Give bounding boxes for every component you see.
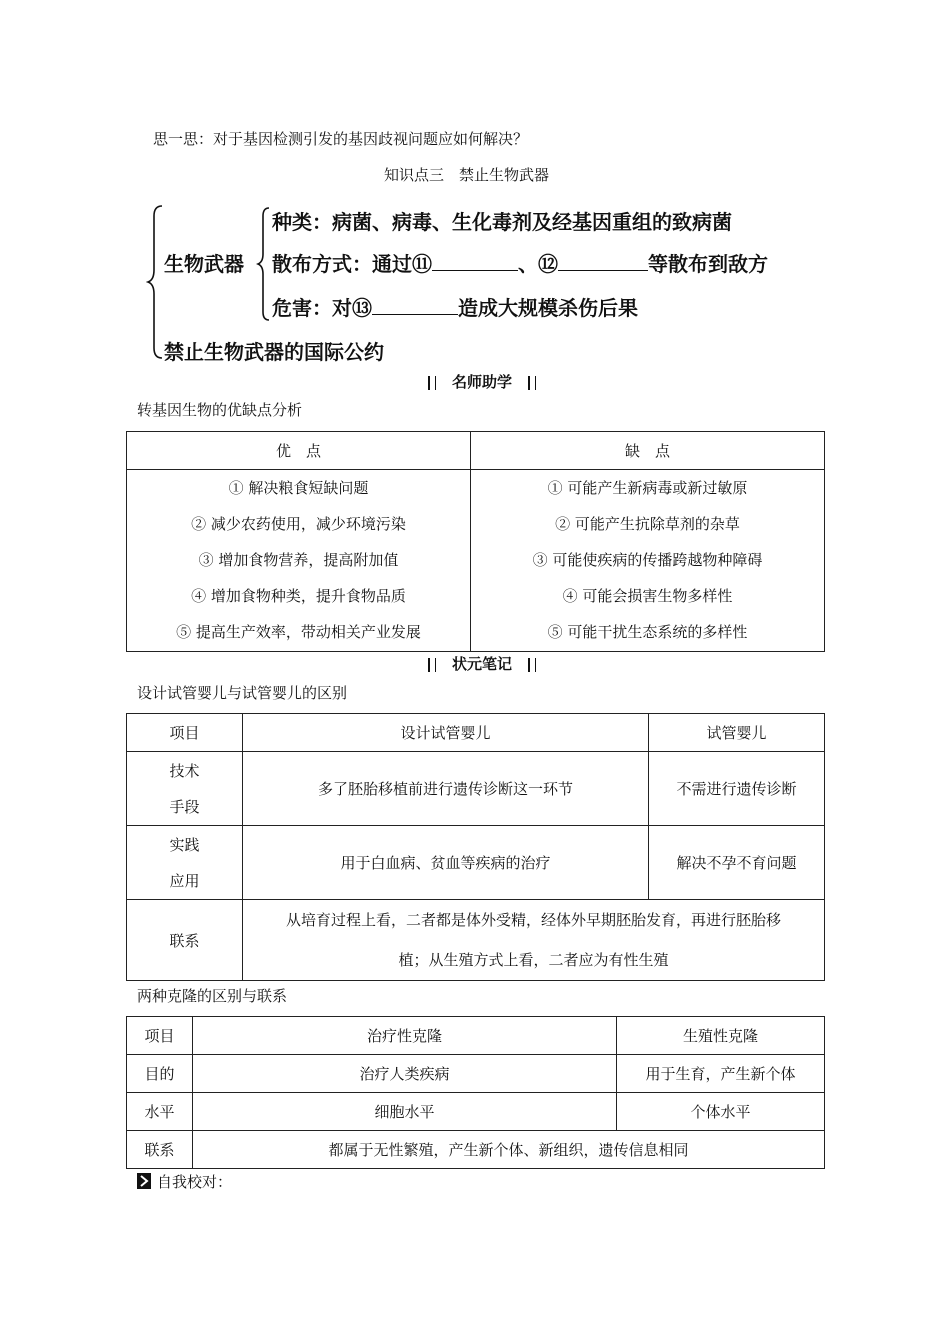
technique-designed: 多了胚胎移植前进行遗传诊断这一环节	[243, 752, 649, 826]
header-ivf-baby: 试管婴儿	[649, 714, 825, 752]
level-therapeutic: 细胞水平	[193, 1093, 617, 1131]
blank-13	[372, 296, 458, 315]
level-reproductive: 个体水平	[617, 1093, 825, 1131]
spread-text-c: 等散布到敌方	[648, 252, 768, 276]
con-item: ④ 可能会损害生物多样性	[562, 587, 733, 605]
row-label-level: 水平	[127, 1093, 193, 1131]
diagram-root: 生物武器	[164, 252, 244, 276]
row-label-application: 实践 应用	[127, 826, 243, 900]
table1-caption: 转基因生物的优缺点分析	[137, 401, 303, 419]
header-therapeutic-cloning: 治疗性克隆	[193, 1017, 617, 1055]
pro-item: ① 解决粮食短缺问题	[228, 479, 369, 497]
table3-caption: 两种克隆的区别与联系	[137, 987, 288, 1005]
harm-text-a: 危害：对⑬	[272, 296, 372, 320]
pro-item: ⑤ 提高生产效率，带动相关产业发展	[176, 623, 421, 641]
header-pros: 优 点	[127, 432, 471, 470]
cons-cell	[471, 470, 825, 652]
pros-cell	[127, 470, 471, 652]
diagram-convention: 禁止生物武器的国际公约	[164, 340, 384, 364]
brace-outer-icon	[146, 204, 166, 360]
pro-item: ④ 增加食物种类，提升食物品质	[191, 587, 406, 605]
banner-bars-right-icon	[528, 658, 536, 672]
arrow-marker-icon	[137, 1173, 151, 1189]
cloning-relation-text: 都属于无性繁殖，产生新个体、新组织，遗传信息相同	[193, 1131, 825, 1169]
diagram-type-line: 种类：病菌、病毒、生化毒剂及经基因重组的致病菌	[272, 210, 732, 234]
think-question: 思一思：对于基因检测引发的基因歧视问题应如何解决？	[153, 130, 529, 148]
purpose-therapeutic: 治疗人类疾病	[193, 1055, 617, 1093]
self-check: 自我校对：	[137, 1171, 232, 1192]
row-label-technique: 技术 手段	[127, 752, 243, 826]
con-item: ① 可能产生新病毒或新过敏原	[547, 479, 748, 497]
banner-teacher-help: 名师助学	[412, 371, 552, 392]
header-cons: 缺 点	[471, 432, 825, 470]
blank-11	[432, 252, 518, 271]
designer-baby-table	[126, 713, 825, 981]
table2-caption: 设计试管婴儿与试管婴儿的区别	[137, 684, 348, 702]
banner-bars-left-icon	[428, 658, 436, 672]
cloning-table	[126, 1016, 825, 1169]
spread-text-a: 散布方式：通过⑪	[272, 252, 432, 276]
blank-12	[558, 252, 648, 271]
application-designed: 用于白血病、贫血等疾病的治疗	[243, 826, 649, 900]
header-item: 项目	[127, 714, 243, 752]
brace-inner-icon	[256, 206, 272, 322]
spread-text-b: 、⑫	[518, 252, 558, 276]
pro-item: ② 减少农药使用，减少环境污染	[191, 515, 406, 533]
application-ivf: 解决不孕不育问题	[649, 826, 825, 900]
row-label-relation: 联系	[127, 900, 243, 981]
header-reproductive-cloning: 生殖性克隆	[617, 1017, 825, 1055]
header-item: 项目	[127, 1017, 193, 1055]
gmo-pros-cons-table	[126, 431, 825, 652]
con-item: ③ 可能使疾病的传播跨越物种障碍	[532, 551, 763, 569]
technique-ivf: 不需进行遗传诊断	[649, 752, 825, 826]
banner-bars-left-icon	[428, 376, 436, 390]
con-item: ② 可能产生抗除草剂的杂草	[555, 515, 740, 533]
relation-text: 从培育过程上看，二者都是体外受精，经体外早期胚胎发育，再进行胚胎移 植；从生殖方式上看，二者应为有性生殖	[243, 900, 825, 981]
diagram-harm-line	[272, 292, 638, 321]
section-title: 知识点三 禁止生物武器	[384, 166, 550, 184]
banner-bars-right-icon	[528, 376, 536, 390]
diagram-spread-line	[272, 248, 768, 277]
row-label-relation: 联系	[127, 1131, 193, 1169]
pro-item: ③ 增加食物营养，提高附加值	[198, 551, 399, 569]
header-designed-baby: 设计试管婴儿	[243, 714, 649, 752]
harm-text-b: 造成大规模杀伤后果	[458, 296, 638, 320]
row-label-purpose: 目的	[127, 1055, 193, 1093]
banner-top-notes: 状元笔记	[412, 653, 552, 674]
purpose-reproductive: 用于生育，产生新个体	[617, 1055, 825, 1093]
con-item: ⑤ 可能干扰生态系统的多样性	[547, 623, 748, 641]
